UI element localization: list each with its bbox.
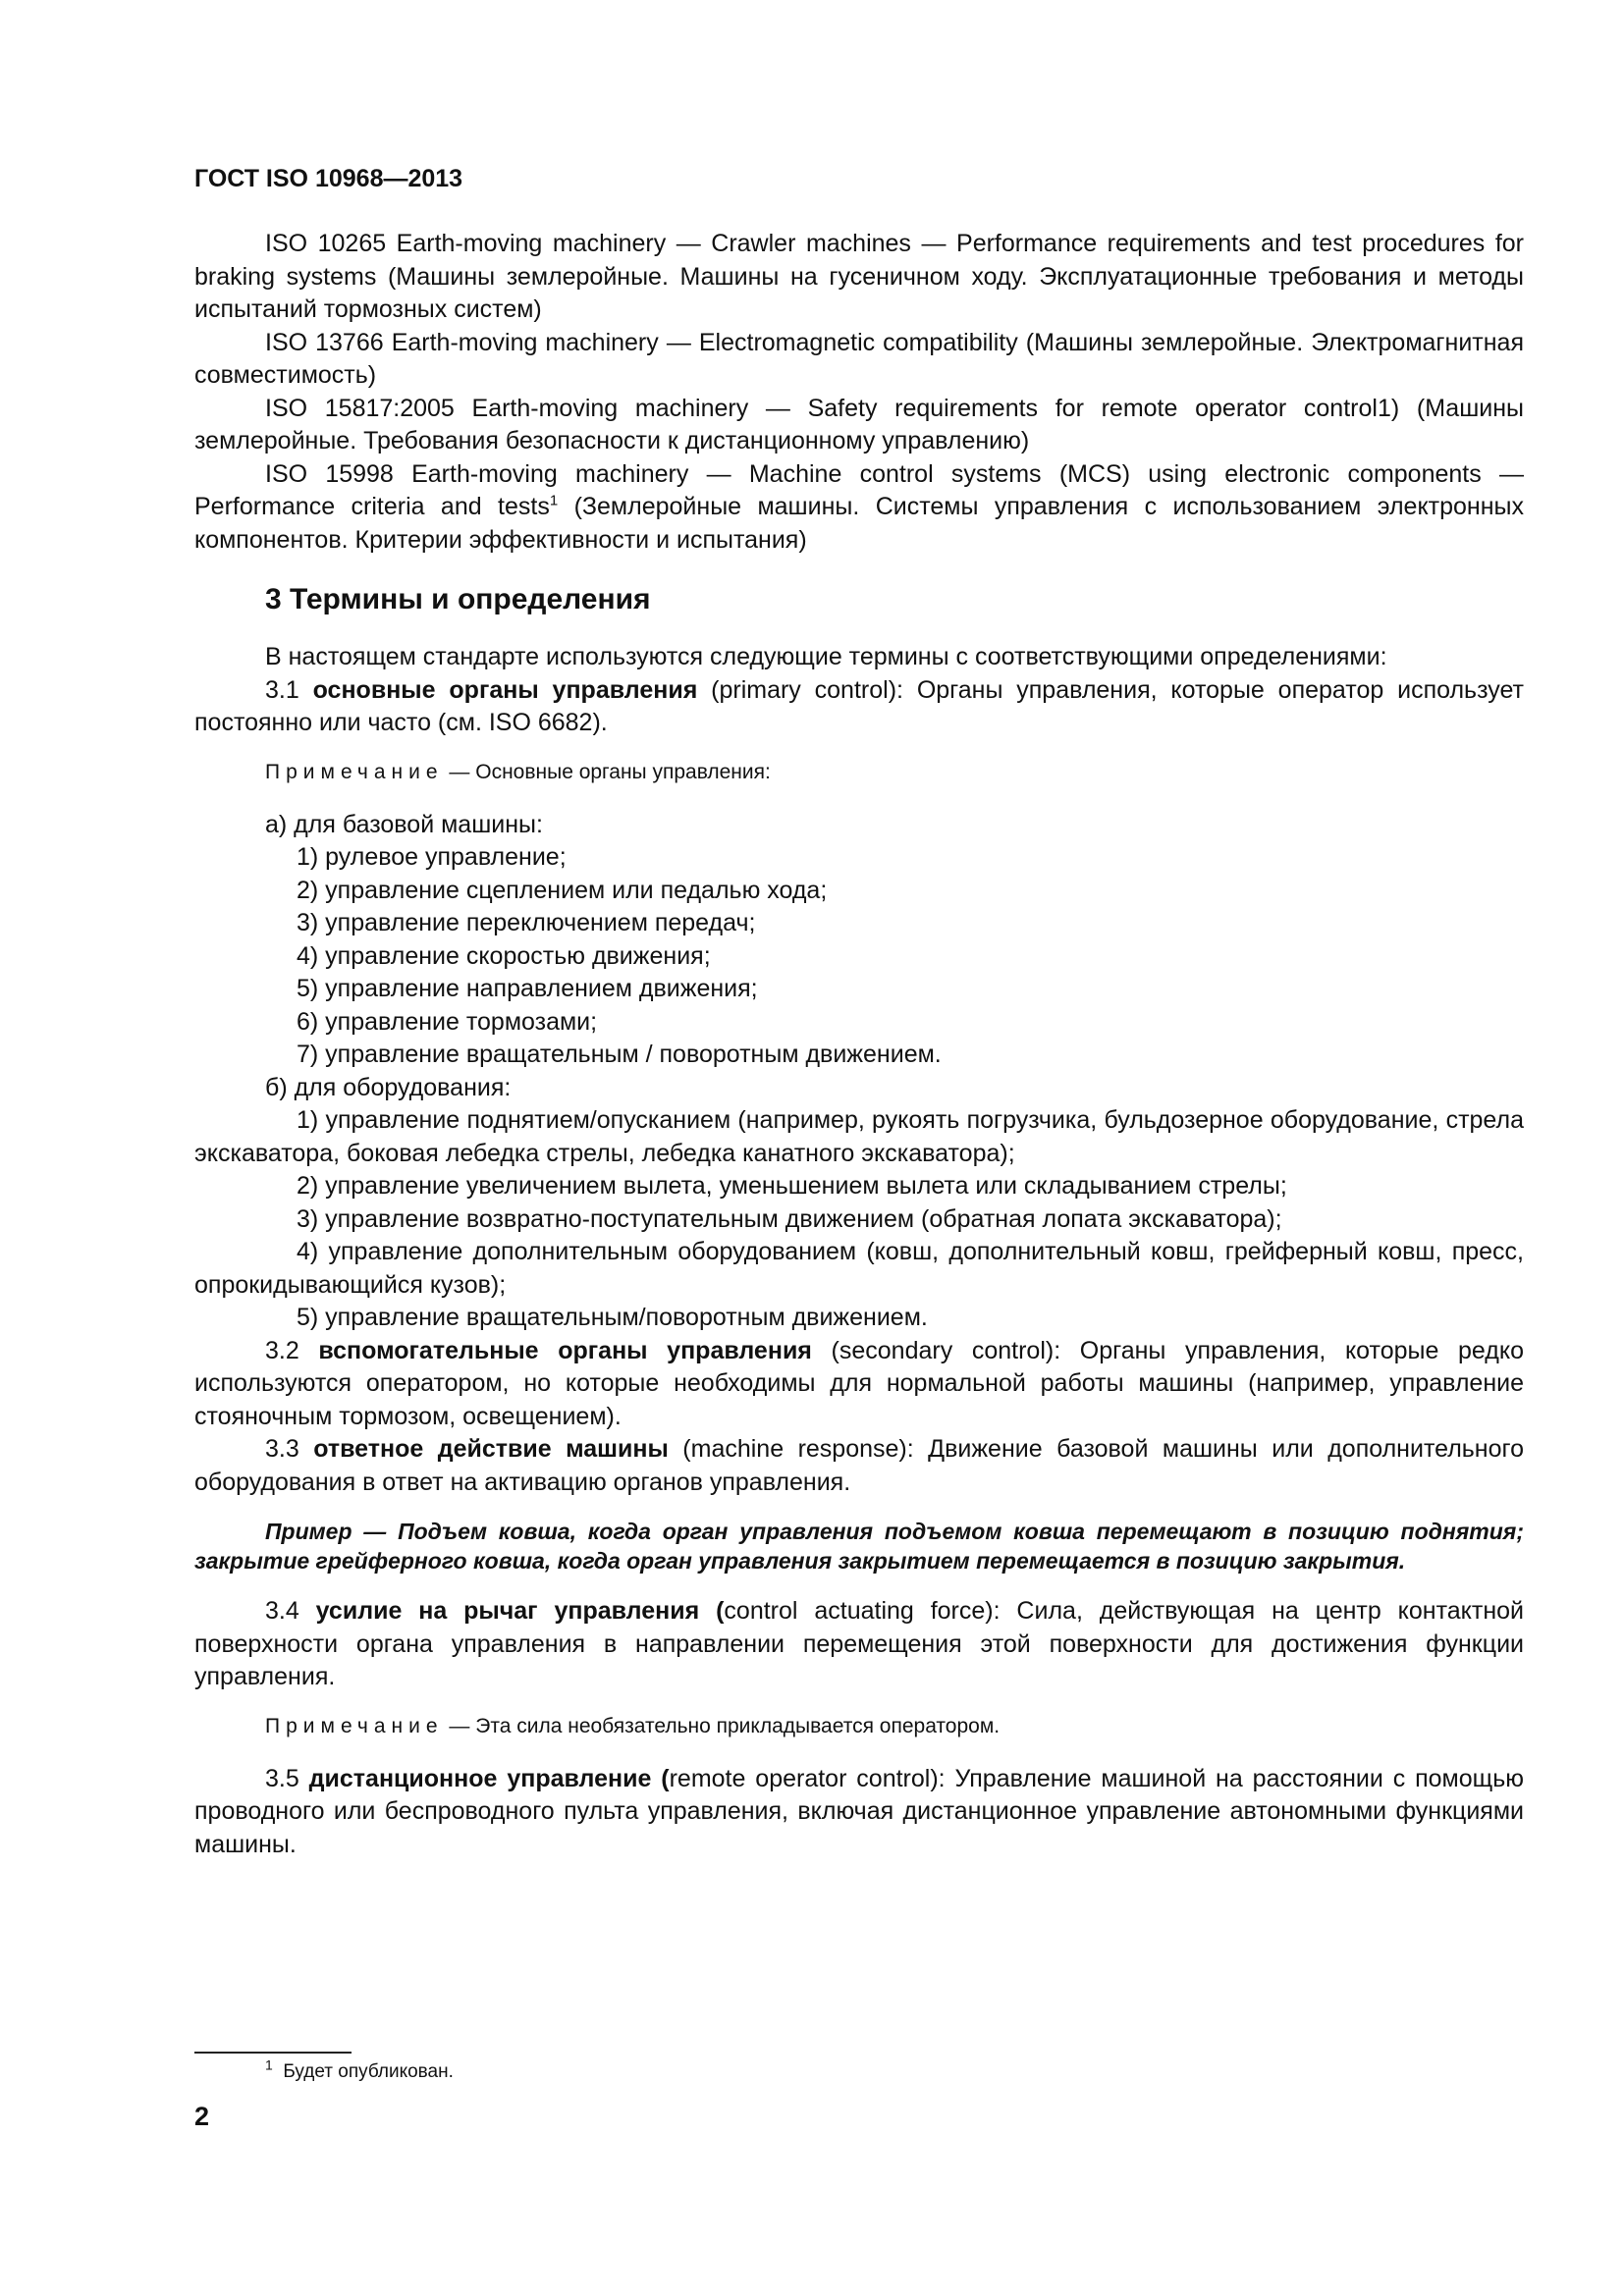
note: Примечание — Эта сила необязательно прикладывается оператором. — [265, 1714, 1001, 1737]
term-name: основные органы управления — [312, 675, 698, 704]
list-item: 3) управление возвратно-поступательным движением (обратная лопата экскаватора); — [297, 1204, 1282, 1233]
term-3-3: 3.3 ответное действие машины (machine response): Движение базовой машины или дополнительного оборудования в ответ на активацию органов управления. — [194, 1435, 1524, 1496]
list-b-label: б) для оборудования: — [265, 1073, 512, 1101]
example: Пример — Подъем ковша, когда орган управления подъемом ковша перемещают в позицию поднятия; закрытие грейферного ковша, когда орган управления закрытием перемещается в позицию закрытия. — [194, 1519, 1524, 1574]
list-item: 1) рулевое управление; — [297, 843, 567, 871]
term-name: усилие на рычаг управления ( — [315, 1597, 725, 1625]
footnote-ref: 1 — [549, 492, 559, 509]
term-name: вспомогательные органы управления — [318, 1336, 812, 1364]
document-header: ГОСТ ISO 10968—2013 — [194, 165, 463, 192]
term-3-2: 3.2 вспомогательные органы управления (secondary control): Органы управления, которые редко используются оператором, но которые необходимы для нормальной работы машины (например, управление стояночным тормозом, освещением). — [194, 1336, 1524, 1430]
body-text — [194, 228, 1524, 1861]
term-3-5: 3.5 дистанционное управление (remote operator control): Управление машиной на расстоянии с помощью проводного или беспроводного пульта управления, включая дистанционное управление автономными функциями машины. — [194, 1764, 1524, 1858]
list-item: 5) управление направлением движения; — [297, 975, 758, 1002]
reference-item: ISO 15817:2005 Earth-moving machinery — Safety requirements for remote operator control1) (Машины землеройные. Требования безопасности к дистанционному управлению) — [194, 394, 1524, 454]
list-item: 2) управление увеличением вылета, уменьшением вылета или складыванием стрелы; — [297, 1172, 1287, 1200]
list-item: 4) управление скоростью движения; — [297, 941, 711, 970]
section-heading: 3 Термины и определения — [265, 583, 651, 615]
page-number: 2 — [194, 2102, 210, 2131]
term-3-4: 3.4 усилие на рычаг управления (control actuating force): Сила, действующая на центр контактной поверхности органа управления в направлении перемещения этой поверхности для достижения функции управления. — [194, 1597, 1524, 1690]
term-name: ответное действие машины — [313, 1435, 669, 1463]
list-item: 3) управление переключением передач; — [297, 909, 756, 936]
note-label: Примечание — [265, 760, 444, 783]
list-item: 4) управление дополнительным оборудованием (ковш, дополнительный ковш, грейферный ковш, пресс, опрокидывающийся кузов); — [194, 1238, 1524, 1299]
footnote-mark: 1 — [265, 2056, 273, 2073]
list-item: 2) управление сцеплением или педалью хода; — [297, 876, 828, 904]
reference-item: ISO 13766 Earth-moving machinery — Electromagnetic compatibility (Машины землеройные. Электромагнитная совместимость) — [194, 328, 1524, 389]
reference-item: ISO 10265 Earth-moving machinery — Crawler machines — Performance requirements and test procedures for braking systems (Машины землеройные. Машины на гусеничном ходу. Эксплуатационные требования и методы испытаний тормозных систем) — [194, 230, 1524, 323]
list-item: 7) управление вращательным / поворотным движением. — [297, 1041, 942, 1068]
list-item: 6) управление тормозами; — [297, 1007, 598, 1036]
list-item: 5) управление вращательным/поворотным движением. — [297, 1304, 928, 1331]
note-label: Примечание — [265, 1714, 444, 1737]
footnote-divider — [194, 2052, 352, 2054]
term-name: дистанционное управление ( — [308, 1764, 670, 1792]
section-intro: В настоящем стандарте используются следующие термины с соответствующими определениями: — [265, 643, 1387, 670]
reference-item: ISO 15998 Earth-moving machinery — Machine control systems (MCS) using electronic components — Performance criteria and tests$^1$ (Землеройные машины. Системы управления с использованием электронных компонентов. Критерии эффективности и испытания) — [194, 459, 1524, 554]
list-item: 1) управление поднятием/опусканием (например, рукоять погрузчика, бульдозерное оборудование, стрела экскаватора, боковая лебедка стрелы, лебедка канатного экскаватора); — [194, 1106, 1524, 1167]
term-3-1: 3.1 основные органы управления (primary control): Органы управления, которые оператор использует постоянно или часто (см. ISO 6682). — [194, 675, 1525, 736]
footnote: $^1$ Будет опубликован. — [265, 2056, 454, 2082]
list-a-label: а) для базовой машины: — [265, 810, 543, 838]
note: Примечание — Основные органы управления: — [265, 760, 771, 783]
